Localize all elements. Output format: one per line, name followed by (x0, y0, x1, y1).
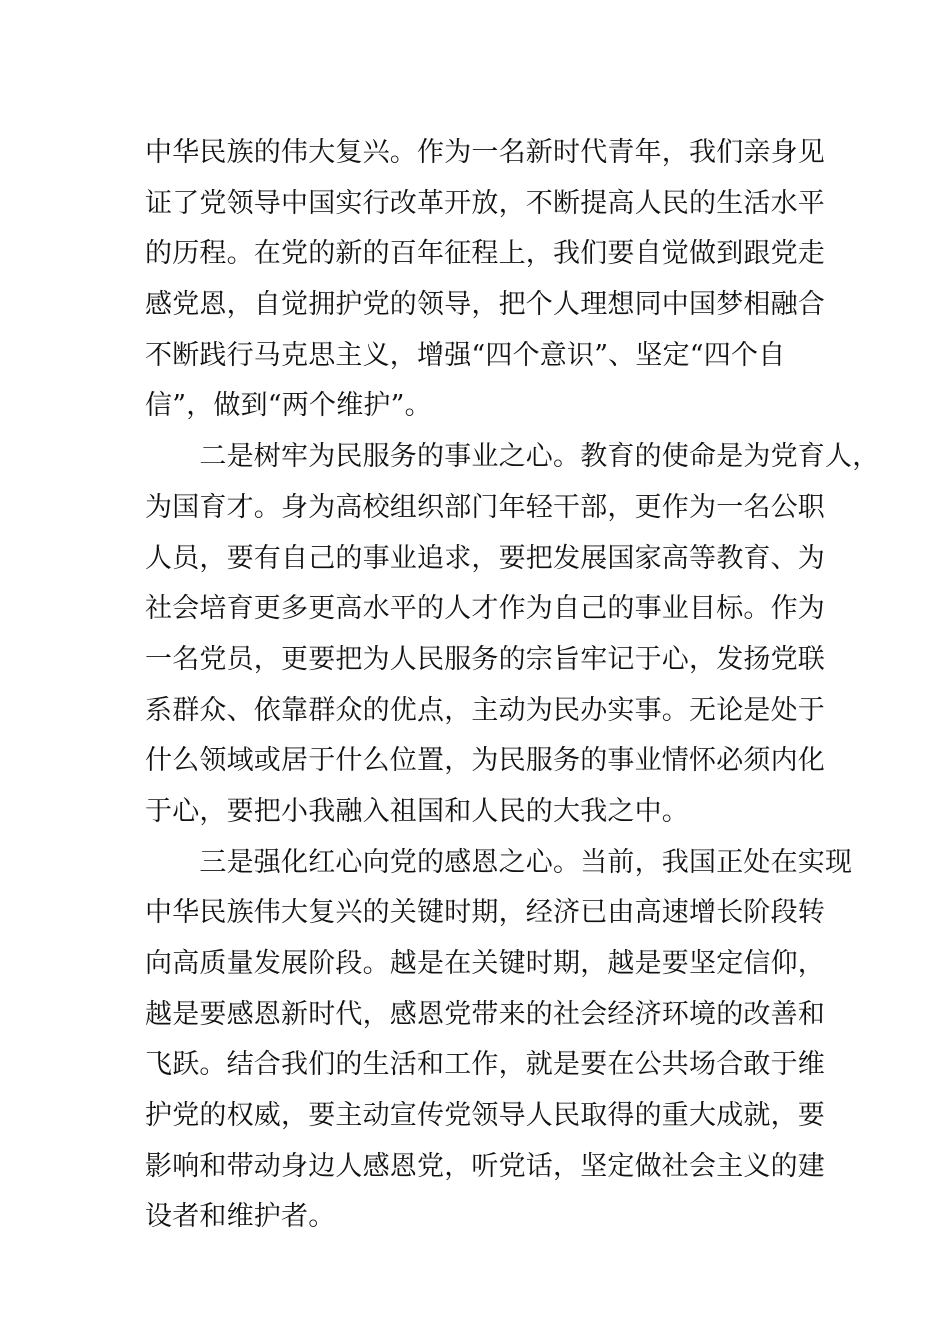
paragraph-2-start: 二是树牢为民服务的事业之心。教育的使命是为党育人， (145, 441, 880, 473)
text-line: 设者和维护者。 (145, 1201, 336, 1233)
text-line: 社会培育更多更高水平的人才作为自己的事业目标。作为 (145, 593, 825, 625)
text-line: 向高质量发展阶段。越是在关键时期，越是要坚定信仰， (145, 948, 825, 979)
text-line: 系群众、依靠群众的优点，主动为民办实事。无论是处于 (145, 694, 825, 726)
text-line: 人员，要有自己的事业追求，要把发展国家高等教育、为 (145, 542, 825, 574)
text-line: 一名党员，更要把为人民服务的宗旨牢记于心，发扬党联 (145, 643, 825, 675)
text-line: 影响和带动身边人感恩党，听党话，坚定做社会主义的建 (145, 1150, 825, 1182)
text-line: 为国育才。身为高校组织部门年轻干部，更作为一名公职 (145, 491, 825, 523)
text-line: 护党的权威，要主动宣传党领导人民取得的重大成就，要 (145, 1100, 825, 1132)
text-line: 中华民族伟大复兴的关键时期，经济已由高速增长阶段转 (145, 897, 825, 929)
body-text (145, 128, 880, 1243)
text-line: 越是要感恩新时代，感恩党带来的社会经济环境的改善和 (145, 998, 825, 1030)
text-line: 什么领域或居于什么位置，为民服务的事业情怀必须内化 (145, 745, 825, 777)
text-line: 于心，要把小我融入祖国和人民的大我之中。 (145, 795, 689, 827)
text-line: 飞跃。结合我们的生活和工作，就是要在公共场合敢于维 (145, 1049, 825, 1081)
text-line: 的历程。在党的新的百年征程上，我们要自觉做到跟党走 (145, 238, 825, 270)
text-line: 不断践行马克思主义，增强“四个意识”、坚定“四个自 (145, 339, 786, 371)
paragraph-3-start: 三是强化红心向党的感恩之心。当前，我国正处在实现 (145, 846, 853, 878)
text-line: 感党恩，自觉拥护党的领导，把个人理想同中国梦相融合 (145, 289, 825, 321)
text-line: 证了党领导中国实行改革开放，不断提高人民的生活水平 (145, 187, 825, 219)
text-line: 信”，做到“两个维护”。 (145, 390, 432, 422)
text-line: 中华民族的伟大复兴。作为一名新时代青年，我们亲身见 (145, 137, 825, 168)
